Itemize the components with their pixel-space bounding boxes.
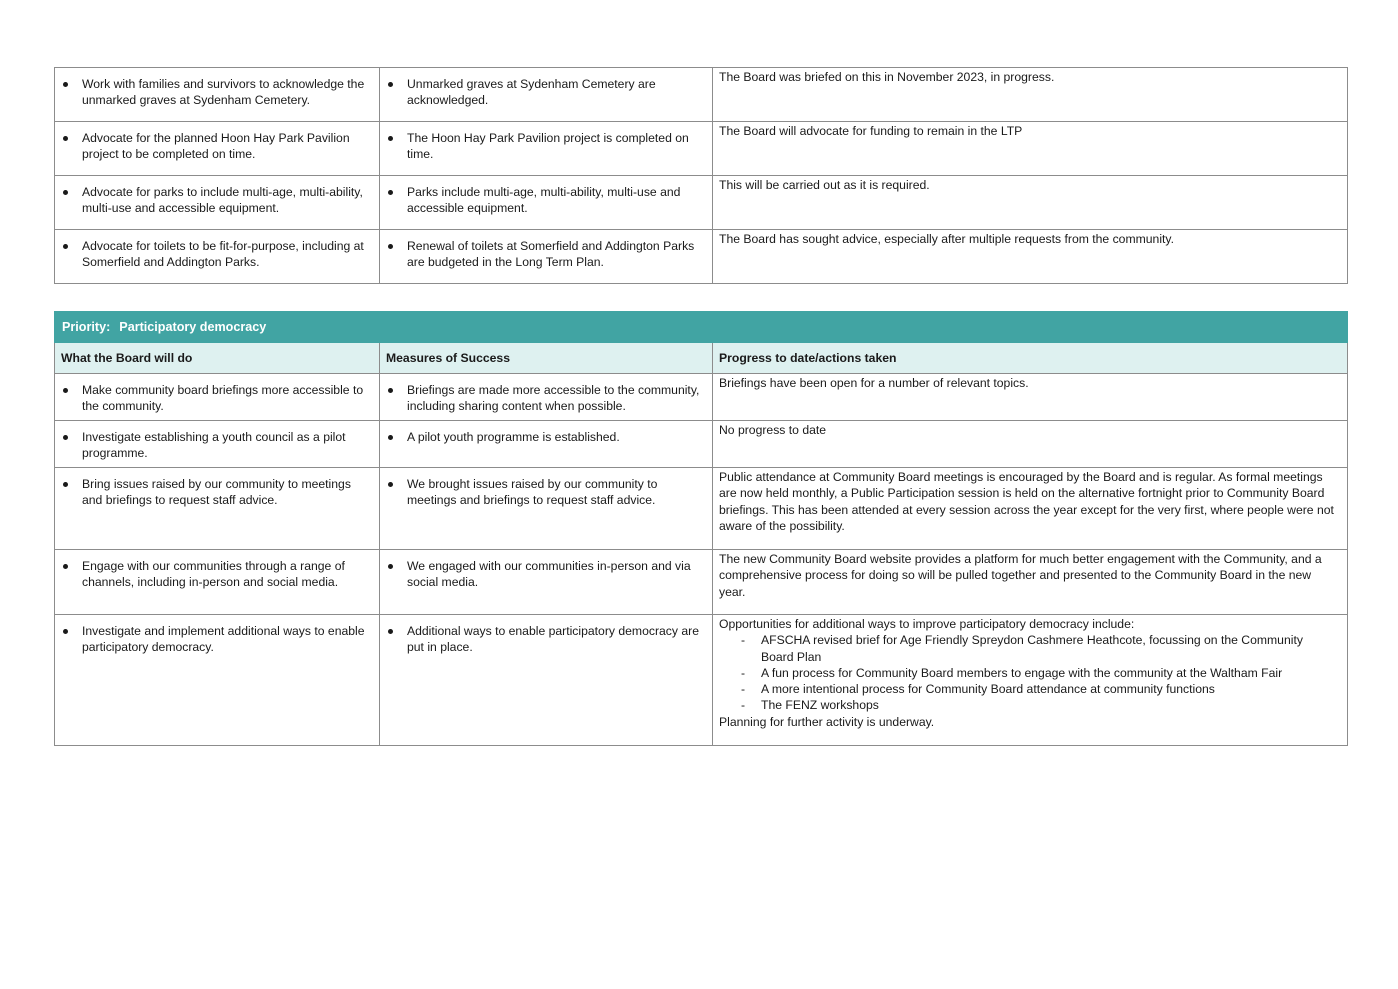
- dash-icon: -: [741, 682, 746, 697]
- column-header-row: [55, 343, 1348, 374]
- progress-outro: Planning for further activity is underway.: [719, 714, 935, 729]
- action-cell: Investigate establishing a youth council as a pilot programme.: [55, 421, 380, 468]
- bullet-icon: [386, 476, 407, 492]
- table-row: [55, 374, 1348, 421]
- progress-cell: Public attendance at Community Board meetings is encouraged by the Board and is regular. As formal meetings are now held monthly, a Public Participation session is held on the alternative fortnight prior to Community Board briefings. This has been attended at every session across the year except for the very first, where people were not aware of the possibility.: [713, 468, 1348, 550]
- bullet-icon: [386, 623, 407, 639]
- bullet-icon: [61, 130, 82, 146]
- measure-cell: Parks include multi-age, multi-ability, multi-use and accessible equipment.: [380, 176, 713, 230]
- priority-name: Participatory democracy: [119, 319, 267, 334]
- progress-cell: The new Community Board website provides a platform for much better engagement with the Community, and a comprehensive process for doing so will be pulled together and presented to the Community Board in the new year.: [713, 550, 1348, 615]
- measure-cell: Renewal of toilets at Somerfield and Addington Parks are budgeted in the Long Term Plan.: [380, 230, 713, 284]
- measure-cell: We engaged with our communities in-person and via social media.: [380, 550, 713, 615]
- table-row: [55, 468, 1348, 550]
- progress-intro: Opportunities for additional ways to improve participatory democracy include:: [719, 617, 1135, 631]
- progress-cell: This will be carried out as it is required.: [713, 176, 1348, 230]
- action-cell: Work with families and survivors to acknowledge the unmarked graves at Sydenham Cemetery.: [55, 68, 380, 122]
- table-row: [55, 230, 1348, 284]
- measure-cell: Briefings are made more accessible to the community, including sharing content when possible.: [380, 374, 713, 421]
- bullet-icon: [386, 238, 407, 254]
- bullet-icon: [61, 238, 82, 254]
- bullet-icon: [61, 623, 82, 639]
- dash-icon: -: [741, 665, 746, 680]
- bullet-icon: [61, 476, 82, 492]
- plan-table-continued: [54, 67, 1348, 284]
- action-cell: Advocate for toilets to be fit-for-purpose, including at Somerfield and Addington Parks.: [55, 230, 380, 284]
- progress-cell: The Board has sought advice, especially after multiple requests from the community.: [713, 230, 1348, 284]
- progress-dash-list: [719, 632, 1337, 713]
- bullet-icon: [61, 184, 82, 200]
- action-cell: Bring issues raised by our community to meetings and briefings to request staff advice.: [55, 468, 380, 550]
- table-row: [55, 615, 1348, 746]
- action-cell: Advocate for parks to include multi-age, multi-ability, multi-use and accessible equipment.: [55, 176, 380, 230]
- bullet-icon: [61, 382, 82, 398]
- table-row: [55, 421, 1348, 468]
- priority-label: Priority:: [62, 319, 111, 334]
- action-cell: Investigate and implement additional ways to enable participatory democracy.: [55, 615, 380, 746]
- measure-cell: Unmarked graves at Sydenham Cemetery are acknowledged.: [380, 68, 713, 122]
- action-cell: Make community board briefings more accessible to the community.: [55, 374, 380, 421]
- action-cell: Advocate for the planned Hoon Hay Park Pavilion project to be completed on time.: [55, 122, 380, 176]
- progress-cell: [713, 615, 1348, 746]
- priority-header: [55, 312, 1348, 343]
- progress-cell: Briefings have been open for a number of relevant topics.: [713, 374, 1348, 421]
- progress-cell: The Board will advocate for funding to remain in the LTP: [713, 122, 1348, 176]
- list-item: - AFSCHA revised brief for Age Friendly Spreydon Cashmere Heathcote, focussing on the Community Board Plan: [719, 632, 1337, 665]
- measure-cell: We brought issues raised by our community to meetings and briefings to request staff advice.: [380, 468, 713, 550]
- table-row: [55, 122, 1348, 176]
- dash-icon: -: [741, 633, 746, 648]
- column-header-action: What the Board will do: [55, 343, 380, 374]
- plan-table-participatory-democracy: [54, 311, 1348, 746]
- bullet-icon: [386, 76, 407, 92]
- table-row: [55, 550, 1348, 615]
- bullet-icon: [61, 429, 82, 445]
- list-item: - The FENZ workshops: [719, 697, 1337, 713]
- list-item: - A more intentional process for Community Board attendance at community functions: [719, 681, 1337, 697]
- column-header-progress: Progress to date/actions taken: [713, 343, 1348, 374]
- action-cell: Engage with our communities through a range of channels, including in-person and social media.: [55, 550, 380, 615]
- bullet-icon: [386, 184, 407, 200]
- measure-cell: A pilot youth programme is established.: [380, 421, 713, 468]
- measure-cell: The Hoon Hay Park Pavilion project is completed on time.: [380, 122, 713, 176]
- table-row: [55, 68, 1348, 122]
- list-item: - A fun process for Community Board members to engage with the community at the Waltham Fair: [719, 665, 1337, 681]
- progress-cell: No progress to date: [713, 421, 1348, 468]
- dash-icon: -: [741, 698, 746, 713]
- table-row: [55, 176, 1348, 230]
- measure-cell: Additional ways to enable participatory democracy are put in place.: [380, 615, 713, 746]
- priority-title: [55, 312, 1348, 343]
- bullet-icon: [386, 429, 407, 445]
- progress-cell: The Board was briefed on this in November 2023, in progress.: [713, 68, 1348, 122]
- bullet-icon: [61, 76, 82, 92]
- bullet-icon: [386, 558, 407, 574]
- bullet-icon: [386, 382, 407, 398]
- bullet-icon: [386, 130, 407, 146]
- column-header-measure: Measures of Success: [380, 343, 713, 374]
- bullet-icon: [61, 558, 82, 574]
